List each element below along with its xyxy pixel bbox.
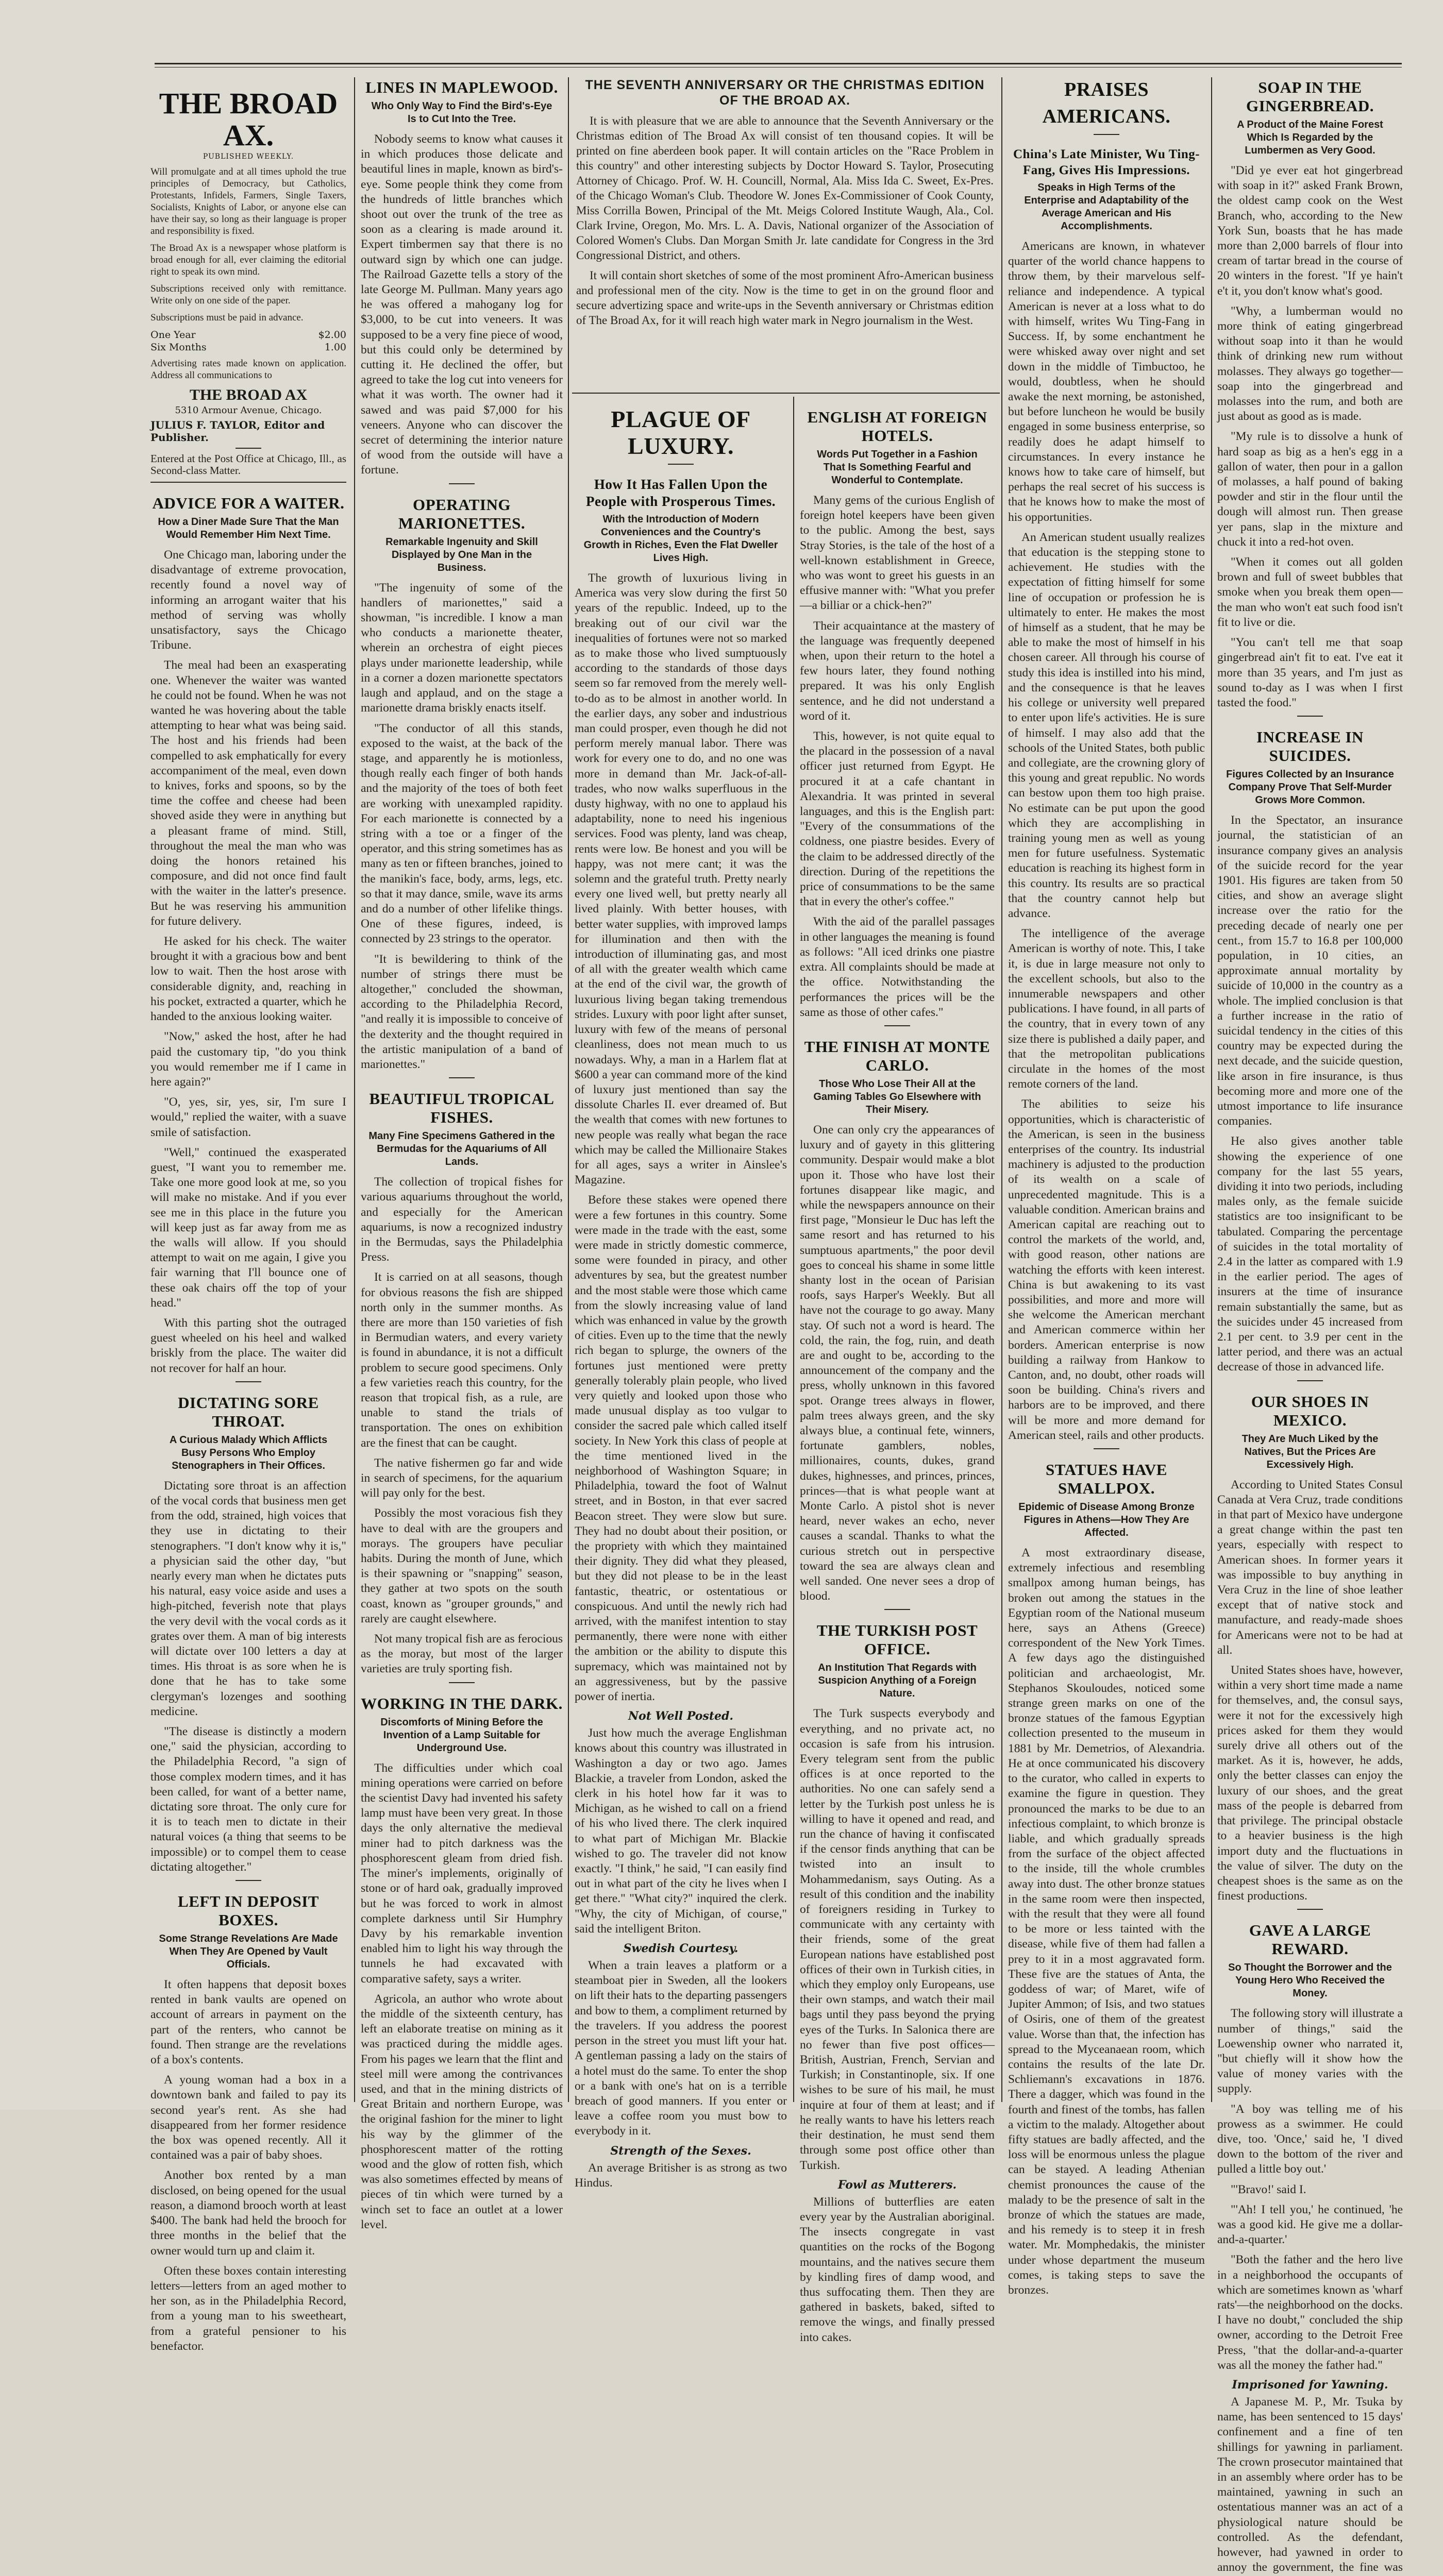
paragraph: It often happens that deposit boxes rented in bank vaults are opened on account of arrears in payment on the part of the renters, who cannot be found. Then strange are the revelations of a box's contents.: [150, 1978, 346, 2067]
headline: BEAUTIFUL TROPICAL FISHES.: [369, 1090, 555, 1127]
paragraph: Their acquaintance at the mastery of the language was frequently deepened when, upon their return to the hotel a few hours later, they found nothing prepared. It was his only English sentence, and he did not understand a word of it.: [800, 619, 995, 723]
article-body: [150, 1977, 346, 2354]
headline: INCREASE IN SUICIDES.: [1256, 728, 1364, 765]
subheadline: Some Strange Revelations Are Made When They Are Opened by Vault Officials.: [159, 1933, 338, 1971]
masthead-title: THE BROAD AX.: [159, 87, 338, 152]
paragraph: "It is bewildering to think of the number of strings there must be altogether," concluded the showman, according to the Philadelphia Record, "and really it is impossible to conceive of the dexterity and the thought required in the artistic manipulation of a band of marionettes.": [361, 952, 563, 1071]
headline: ENGLISH AT FOREIGN HOTELS.: [807, 408, 987, 445]
column-3: [575, 397, 787, 2190]
headline: PRAISES AMERICANS.: [1042, 79, 1171, 127]
address-street: 5310 Armour Avenue, Chicago.: [175, 405, 322, 416]
paragraph: "Did ye ever eat hot gingerbread with soap in it?" asked Frank Brown, the oldest camp cook on the West Branch, who, according to the New York Sun, boasts that he has made more than 2,000 barrels of flour into cream of tartar bread in the course of 20 winters in the forest. "If ye hain't e't it, you don't know what's good.: [1217, 164, 1403, 298]
paragraph: A Japanese M. P., Mr. Tsuka by name, has been sentenced to 15 days' confinement and a fine of ten shillings for yawning in parliament. The crown prosecutor maintained that in an assembly where order has to be maintained, yawning in such an ostentatious manner was an act of a physiological nature should be controlled. As the defendant, however, had yawned in order to annoy the government, the fine was: [1217, 2395, 1403, 2574]
column-rule: [568, 77, 569, 2102]
headline: THE TURKISH POST OFFICE.: [816, 1621, 978, 1658]
article-body: [800, 1706, 995, 2173]
article-body: [150, 548, 346, 1376]
article-body: [1217, 813, 1403, 1375]
column-rule: [354, 77, 355, 2102]
headline: THE FINISH AT MONTE CARLO.: [804, 1037, 991, 1074]
article-body: [800, 2195, 995, 2345]
paragraph: An average Britisher is as strong as two Hindus.: [575, 2161, 787, 2190]
announcement-title: THE SEVENTH ANNIVERSARY OR THE CHRISTMAS EDITION OF THE BROAD AX.: [585, 78, 985, 108]
subheadline: Who Only Way to Find the Bird's-Eye Is to Cut Into the Tree.: [371, 100, 552, 125]
paragraph: According to United States Consul Canada at Vera Cruz, trade conditions in that part of Mexico have undergone a great change within the past ten years, especially with respect to American shoes. In former years it was impossible to buy anything in Vera Cruz in the line of shoe leather except that of native stock and manufacture, and ready-made shoes for Americans were not to be had at all.: [1217, 1478, 1403, 1657]
article-body: [1217, 2395, 1403, 2576]
paragraph: "You can't tell me that soap gingerbread ain't fit to eat. I've eat it more than 35 years, and I'm just as sound to-day as I was when I first tasted the food.": [1217, 636, 1403, 709]
subheadline: An Institution That Regards with Suspicion Anything of a Foreign Nature.: [818, 1662, 977, 1700]
entered-notice: Entered at the Post Office at Chicago, Ill., as Second-class Matter.: [150, 452, 346, 477]
paragraph: The meal had been an exasperating one. Whenever the waiter was wanted he could not be found. When he was not wanted he was hovering about the table attempting to hear what was being said. The host and his friends had been compelled to ask emphatically for every accompaniment of the meal, even down to knives, forks and spoons, so by the time the coffee and cheese had been shoved aside they were in anything but a pleasant frame of mind. Still, throughout the meal the man who was doing the honors retained his composure, and did not once find fault with the waiter in the latter's presence. But he was reserving his ammunition for future delivery.: [150, 658, 346, 928]
article-body: [575, 1726, 787, 1937]
headline: DICTATING SORE THROAT.: [178, 1393, 319, 1430]
divider: [1094, 134, 1119, 135]
paragraph: The intelligence of the average American is worthy of note. This, I take it, is due in large measure not only to the excellent schools, but also to the innumerable newspapers and other publications. I have found, in all parts of the country, that in every town of any size there is published a daily paper, and that the metropolitan publications circulate in the homes of the most remote corners of the land.: [1008, 927, 1205, 1091]
paragraph: An American student usually realizes that education is the stepping stone to achievement. He studies with the expectation of fitting himself for some line of occupation or profession he is ultimately to enter. He makes the most of himself as a student, that he may be able to make the most of himself in his chosen career. All through his course of study this idea is instilled into his mind, and the consequence is that he leaves his college or university well prepared to enter upon life's activities. He is sure of himself. I may also add that the schools of the United States, both public and collegiate, are the crowning glory of this young and great republic. No words can bestow upon them too high praise. No estimate can be put upon the good which they are accomplishing in training young men as well as young men for future usefulness. Systematic education is reaching its highest form in this country. Its results are so practical that the country cannot help but advance.: [1008, 530, 1205, 920]
paragraph: Agricola, an author who wrote about the middle of the sixteenth century, has left an elaborate treatise on mining as it was practiced during the middle ages. From his pages we learn that the flint and steel mill were among the contrivances used, and that in the mining districts of Great Britain and northern Europe, was the original fashion for the miner to light his way by the glimmer of the phosphorescent matter of the rotting wood and the glow of rotten fish, which was also sometimes effected by means of pieces of tin which were turned by a winch set to face an outlet at a lower level.: [361, 1992, 563, 2231]
article-body: [1217, 1478, 1403, 1904]
headline: GAVE A LARGE REWARD.: [1249, 1921, 1371, 1958]
article-body: [575, 2161, 787, 2191]
paragraph: With the aid of the parallel passages in other languages the meaning is found as follows: "All iced drinks one piastre extra. All complaints should be made at the office. Notwithstanding the performances the prices will be the same as those of other cafes.": [800, 915, 995, 1019]
paragraph: "The ingenuity of some of the handlers of marionettes," said a showman, "is incredible. I know a man who conducts a marionette theater, wherein an orchestra of eight pieces plays under marionette leadership, while in a corner a dozen marionette spectators laugh and applaud, and on the stage a marionette drama briskly enacts itself.: [361, 581, 563, 715]
announcement-body: [576, 113, 994, 328]
paragraph: This, however, is not quite equal to the placard in the possession of a naval officer just returned from Egypt. He procured it at a cafe chantant in Alexandria. It was printed in several languages, and this is the English part: "Every of the consummations of the coldness, one piastre besides. Every of the claim to be addressed directly of the direction. During of the repetitions the price of consummations to be the same that in every the other's coffee.": [800, 730, 995, 909]
divider: [884, 1609, 910, 1610]
paragraph: The Turk suspects everybody and everything, and no private act, no occasion is safe from his intrusion. Every telegram sent from the public offices is at once reported to the authorities. No one can safely send a letter by the Turkish post unless he is willing to have it opened and read, and run the chance of having it confiscated if the censor finds anything that can be twisted into an insult to Mohammedanism, says Outing. As a result of this condition and the inability of foreigners residing in Turkey to communicate with any certainty with their friends, some of the great European nations have established post offices of their own in Turkish cities, in which they employ only Europeans, use their own stamps, and watch their mail bags until they pass beyond the prying eyes of the Turks. In Salonica there are no fewer than five post offices—British, Austrian, French, Servian and Turkish; in Constantinople, six. If one wishes to be sure of his mail, he must inquire at four of them at least; and if he really wants to have his letters reach their destination, he must send them through some post office other than Turkish.: [800, 1707, 995, 2172]
divider: [236, 1381, 261, 1382]
paragraph: A most extraordinary disease, extremely infectious and resembling smallpox among human beings, has broken out among the statues in the Egyptian room of the National museum here, says an Athens (Greece) correspondent of the New York Times. A few days ago the distinguished politician and archaeologist, Mr. Stephanos Skouloudes, noticed some strange green marks on one of the bronze statues of the famous Egyptian collection presented to the museum in 1881 by Mr. Demetrios, of Alexandria. He at once communicated his discovery to the curator, who called in experts to examine the figure in question. They pronounced the marks to be due to an infectious complaint, to which bronze is liable, and which gradually spreads from the surface of the object affected to the inside, till the whole crumbles away into dust. The other bronze statues in the same room were then inspected, with the result that they were all found to be more or less tainted with the disease, while five of them had fallen a prey to it in a most aggravated form. These five are the statues of Anta, the goddess of war; of Maret, wife of Jupiter Ammon; of Isis, and two statues of Osiris, one of them of the greatest value. Worse than that, the infection has spread to the Myceanaean room, which contains the results of the late Dr. Schliemann's excavations in 1876. There a dagger, which was found in the fourth and finest of the tombs, has fallen a victim to the malady. Altogether about fifty statues are badly affected, and the loss will be enormous unless the plague can be stayed. A leading Athenian chemist pronounces the cause of the malady to be the presence of salt in the bronze of which the statues are made, and his remedy is to steep it in fresh water. Mr. Momphedakis, the minister under whose department the museum comes, is taking steps to save the bronzes.: [1008, 1546, 1205, 2297]
article-body: [800, 1123, 995, 1604]
article-body: [575, 1958, 787, 2139]
masthead-intro: The Broad Ax is a newspaper whose platform is broad enough for all, ever claiming the editorial right to speak its own mind.: [150, 243, 346, 277]
section-title: Swedish Courtesy.: [623, 1942, 739, 1956]
top-rule: [155, 63, 1402, 64]
headline: LEFT IN DEPOSIT BOXES.: [178, 1892, 319, 1929]
column-rule: [793, 397, 794, 2102]
paragraph: The growth of luxurious living in America was very slow during the first 50 years of the republic. Indeed, up to the breaking out of our civil war the inequalities of fortunes were not so marked as to make those who lived sumptuously according to the standards of those days seem so far removed from the merely well-to-do as to be almost in another world. In the earlier days, any sober and industrious man could prosper, even though he did not perform merely manual labor. There was work for every one to do, and no one was more in demand than Mr. Jack-of-all-trades, who now walks superfluous in the dusty highway, with no one to applaud his adaptability, none to need his ingenious services. Food was plenty, land was cheap, rents were low. Be honest and you will be happy, was not mere cant; it was the solemn and the grateful truth. Pretty nearly every one lived well, but pretty nearly all lived plainly. With better houses, with better water supplies, with improved lamps for illumination and then with the introduction of illuminating gas, and most of all with the greater wealth which came at the end of the civil war, the growth of luxurious living began taking tremendous strides. Luxury with poor light after sunset, luxury with few of the means of personal cleanliness, does not mean much to us nowadays. Why, a man in a Harlem flat at $600 a year can command more of the kind of luxury just mentioned than say the dissolute Charles II. ever dreamed of. But the wealth that comes with new fortunes to new people was really what began the race which may be called the Millionaire Stakes for all ages, says a writer in Ainslee's Magazine.: [575, 571, 787, 1187]
divider: [1297, 1909, 1323, 1910]
paragraph: It is carried on at all seasons, though for obvious reasons the fish are shipped north only in the summer months. As there are more than 150 varieties of fish in Bermudian waters, and every variety is found in abundance, it is not a difficult problem to secure good specimens. Only a few varieties reach this country, for the reason that tropical fish, as a rule, are unable to stand the trials of transportation. The ones on exhibition are the finest that can be caught.: [361, 1270, 563, 1450]
subheadline: Words Put Together in a Fashion That Is Something Fearful and Wonderful to Contemplate.: [817, 449, 978, 486]
subheadline: How a Diner Made Sure That the Man Would Remember Him Next Time.: [158, 516, 339, 540]
column-rule: [1211, 77, 1212, 2102]
subheadline: A Curious Malady Which Afflicts Busy Persons Who Employ Stenographers in Their Offices.: [169, 1434, 328, 1471]
paragraph: "O, yes, sir, yes, sir, I'm sure I would," replied the waiter, with a suave smile of satisfaction.: [150, 1095, 346, 1139]
column-2: [361, 67, 563, 2231]
subheadline: With the Introduction of Modern Conveniences and the Country's Growth in Riches, Even the Flat Dweller Lives High.: [583, 514, 778, 564]
article-body: [575, 571, 787, 1704]
section-title: Imprisoned for Yawning.: [1232, 2378, 1388, 2392]
paragraph: "Well," continued the exasperated guest, "I want you to remember me. Take one more good look at me, so you will make no mistake. And if you ever see me in this place in the future you will keep just as far away from me as the walls will allow. If you should attempt to wait on me again, I give you fair warning that I'll bounce one of these oak chairs off the top of your head.": [150, 1145, 346, 1310]
paragraph: One Chicago man, laboring under the disadvantage of extreme provocation, recently found a novel way of informing an arrogant waiter that his method of serving was wholly unsatisfactory, says the Chicago Tribune.: [150, 548, 346, 652]
article-body: [361, 1761, 563, 2232]
paragraph: The abilities to seize his opportunities, which is characteristic of the American, is seen in the business enterprises of the country. Its industrial machinery is adjusted to the production of its wealth on a scale of unprecedented magnitude. This is a valuable condition. American brains and American capital are reaching out to control the markets of the world, and, with good reason, other nations are watching the efforts with keen interest. China is but awakening to its vast possibilities, and more and more will she welcome the American merchant and American commerce within her borders. American enterprise is now building a railway from Hankow to Canton, and, no doubt, other roads will soon be building. China's rivers and harbors are to be improved, and there will be more and more demand for American steel, rails and other products.: [1008, 1097, 1205, 1442]
subheadline: Discomforts of Mining Before the Invention of a Lamp Suitable for Underground Use.: [380, 1716, 543, 1754]
paragraph: The collection of tropical fishes for various aquariums throughout the world, and especially for the American aquariums, is now a recognized industry in the Bermudas, says the Philadelphia Press.: [361, 1175, 563, 1264]
masthead-intro: Subscriptions received only with remittance. Write only on one side of the paper.: [150, 283, 346, 306]
headline: LINES IN MAPLEWOOD.: [365, 78, 558, 96]
headline: PLAGUE OF LUXURY.: [611, 406, 751, 459]
headline: SOAP IN THE GINGERBREAD.: [1246, 78, 1374, 115]
paragraph: Often these boxes contain interesting letters—letters from an aged mother to her son, as in the Philadelphia Record, from a young man to his sweetheart, from a grateful pensioner to his benefactor.: [150, 2264, 346, 2353]
paragraph: Not many tropical fish are as ferocious as the moray, but most of the larger varieties are truly sporting fish.: [361, 1632, 563, 1676]
article-body: [150, 1479, 346, 1875]
paragraph: "The conductor of all this stands, exposed to the waist, at the back of the stage, and apparently he is motionless, though really each finger of both hands and the majority of the toes of both feet are working with unexampled rapidity. For each marionette is connected by a string with a toe or a finger of the operator, and this string sometimes has as many as ten or fifteen branches, joined to the manikin's face, body, arms, legs, etc. so that it may dance, smile, wave its arms and do a number of other lifelike things. One of these figures, indeed, is connected by 23 strings to the operator.: [361, 721, 563, 946]
column-rule: [1001, 77, 1002, 2102]
paragraph: A young woman had a box in a downtown bank and failed to pay its second year's rent. As she had disappeared from her former residence the box was opened recently. All it contained was a pair of baby shoes.: [150, 2073, 346, 2162]
subheadline: They Are Much Liked by the Natives, But the Prices Are Excessively High.: [1241, 1433, 1379, 1470]
subheadline: So Thought the Borrower and the Young Hero Who Received the Money.: [1228, 1962, 1392, 1999]
paragraph: "The disease is distinctly a modern one," said the physician, according to the Philadelphia Record, "a sign of those complex modern times, and it has been called, for want of a better name, dictating sore throat. The only cure for it is to teach men to dictate in their natural voices (a thing that seems to be impossible) or to compel them to cease dictating altogether.": [150, 1725, 346, 1874]
article-body: [1217, 163, 1403, 710]
paragraph: Nobody seems to know what causes it in which produces those delicate and beautiful lines in maple, known as bird's-eye. Some people think they come from the hundreds of little branches which shoot out over the trunk of the tree as soon as a clearing is made around it. Expert timbermen say that there is no outward sign by which one can judge. The Railroad Gazette tells a story of the late George M. Pullman. Many years ago he was offered a mahogany log for $3,000, to be cut into veneers. It was supposed to be a very fine piece of wood, but this could only be determined by cutting it. He declined the offer, but agreed to take the log cut into veneers for what it was worth. The owner had it sawed and was paid $7,000 for his veneers. Anyone who can discover the secret of determining the interior nature of wood from the outside will have a fortune.: [361, 132, 563, 477]
masthead-intro: Subscriptions must be paid in advance.: [150, 312, 304, 323]
paragraph: The difficulties under which coal mining operations were carried on before the scientist Davy had invented his safety lamp must have been very great. In those days the only alternative the medieval miner had to pitch darkness was the phosphorescent gleam from dried fish. The miner's implements, originally of stone or of hard oak, gradually improved but he was forced to work in almost complete darkness until Sir Humphry Davy by his remarkable invention enabled him to light his way through the tunnels he had excavated with comparative safety, says a writer.: [361, 1761, 563, 1986]
article-body: [1008, 239, 1205, 1443]
subheadline: Speaks in High Terms of the Enterprise and Adaptability of the Average American and His Accomplishments.: [1024, 182, 1189, 232]
paragraph: "My rule is to dissolve a hunk of hard soap as big as a hen's egg in a gallon of water, then pour in a gallon of molasses, a half pound of baking powder and stir in the flour until the dough will almost run. Then grease yer pans, slap in the mixture and chuck it into a red-hot oven.: [1217, 430, 1403, 549]
subheadline: Those Who Lose Their All at the Gaming Tables Go Elsewhere with Their Misery.: [813, 1078, 981, 1115]
headline: OPERATING MARIONETTES.: [398, 495, 526, 532]
announcement: [576, 77, 994, 386]
subheadline: A Product of the Maine Forest Which Is Regarded by the Lumbermen as Very Good.: [1237, 119, 1383, 156]
article-body: [361, 581, 563, 1073]
paragraph: It is with pleasure that we are able to announce that the Seventh Anniversary or the Christmas edition of The Broad Ax will consist of ten thousand copies. It will be printed on fine aberdeen book paper. It will contain articles on the "Race Problem in this country" and other interesting subjects by Doctor Howard S. Taylor, Prosecuting Attorney of Chicago. Prof. W. H. Councill, Normal, Ala. Miss Ida C. Sweet, Ex-Pres. of the Chicago Woman's Club. Theodore W. Jones Ex-Commissioner of Cook County, Miss Corrilla Bowen, Principal of the Mt. Meigs Colored Institute Waugh, Ala., Col. Clark Irvine, Oregon, Mo. Mrs. L. A. Davis, National organizer of the Association of Colored Women's Clubs. Dan Morgan Smith Jr. late candidate for Congress in the 3rd Congressional District, and others.: [576, 114, 994, 262]
paragraph: "A boy was telling me of his prowess as a swimmer. He could dive, too. 'Once,' said he, 'I dived down to the bottom of the river and pulled a little boy out.': [1217, 2102, 1403, 2176]
paragraph: Before these stakes were opened there were a few fortunes in this country. Some were made in the trade with the east, some were made in strictly domestic commerce, some were founded in piracy, and other adventures by sea, but the greatest number and the most stable were those which came from the slowly increasing value of land which was enhanced in value by the growth of cities. Even up to the time that the newly rich began to splurge, the owners of the fortunes just mentioned were pretty generally tolerably plain people, who lived very quietly and looked upon those who made unusual display as too vulgar to consider the sacred pale which called itself society. In New York this class of people at the time mentioned lived in the neighborhood of Washington Square; in Philadelphia, toward the foot of Walnut street, and in Boston, in that ever sacred Beacon street. They were slow but sure. They had no doubt about their position, or the propriety with which they maintained their dignity. They did what they pleased, but they did not please to be in the least fantastic, theatric, or ostentatious or conspicuous. And until the newly rich had arrived, with the manifest intention to stay permanently, there were none with either the ambition or the ability to dispute this supremacy, which was maintained not by an aggressiveness, but by the passive power of inertia.: [575, 1193, 787, 1704]
article-body: [800, 493, 995, 1020]
paragraph: United States shoes have, however, within a very short time made a name for themselves, and, the consul says, were it not for the excessively high prices asked for them they would surely drive all others out of the market. As it is, however, he adds, only the better classes can enjoy the luxury of our shoes, and the great mass of the people is debarred from that privilege. The principal obstacle to a heavier business is the high import duty and the fluctuations in the value of silver. The duty on the cheapest shoes is the same as on the finest productions.: [1217, 1664, 1403, 1903]
announcement-bottom-rule: [572, 393, 1000, 394]
divider: [884, 1025, 910, 1026]
masthead-subtitle: PUBLISHED WEEKLY.: [203, 152, 294, 161]
column-5: [1008, 67, 1205, 2297]
paragraph: It will contain short sketches of some of the most prominent Afro-American business and professional men of the city. Now is the time to get in on the ground floor and secure advertizing space and write-ups in the Seventh anniversary or Christmas edition of The Broad Ax, for it will reach high water mark in Negro journalism in the West.: [576, 269, 994, 327]
paragraph: Dictating sore throat is an affection of the vocal cords that business men get from the odd, strained, high voices that they use in dictating to their stenographers. "I don't know why it is," a physician said the other day, "but nearly every man when he dictates puts his natural, easy voice aside and uses a high-pitched, feverish note that plays the very devil with the vocal cords as it grates over them. A man of big interests will dictate over 100 letters a day at times. His throat is as sore when he is done that he has to take some clergyman's lozenges and soothing medicine.: [150, 1479, 346, 1718]
paragraph: Many gems of the curious English of foreign hotel keepers have been given to the public. Among the best, says Stray Stories, is the tale of the host of a well-known establishment in Greece, who was wont to greet his guests in an effusive manner with: "What you prefer—a billiar or a chick-hen?": [800, 494, 995, 613]
section-title: Not Well Posted.: [628, 1709, 734, 1723]
divider: [668, 464, 694, 465]
divider: [1094, 1448, 1119, 1449]
divider: [449, 483, 475, 484]
masthead-intro: Will promulgate and at all times uphold the true principles of Democracy, but Catholics, Protestants, Infidels, Farmers, Single Taxers, Socialists, Knights of Labor, or anyone else can have their say, so long as their language is proper and responsibility is fixed.: [150, 166, 346, 236]
divider: [449, 1077, 475, 1078]
column-4: [800, 397, 995, 2344]
paragraph: "'Ah! I tell you,' he continued, 'he was a good kid. He give me a dollar-and-a-quarter.': [1217, 2202, 1403, 2247]
paragraph: "'Bravo!' said I.: [1231, 2182, 1306, 2196]
article-body: [1217, 2006, 1403, 2373]
paragraph: When a train leaves a platform or a steamboat pier in Sweden, all the lookers on lift their hats to the departing passengers and bow to them, a compliment returned by the travelers. If you address the poorest person in the street you must lift your hat. A gentleman passing a lady on the stairs of a hotel must do the same. To enter the shop or a bank with one's hat on is a terrible breach of good manners. If you enter or leave a coffee room you must bow to everybody in it.: [575, 1959, 787, 2138]
paragraph: Americans are known, in whatever quarter of the world chance happens to throw them, by their marvelous self-reliance and independence. A typical American is never at a loss what to do with himself, writes Wu Ting-Fang in Success. If, by some enchantment he were whisked away over night and set down in the middle of Timbuctoo, he would, doubtless, when he should awake the next morning, be astonished, but before luncheon he would be busily engaged in some business enterprise, so readily does he adapt himself to circumstances. In every instance he knows how to take care of himself, but perhaps the real secret of his success is that he knows how to make the most of his opportunities.: [1008, 240, 1205, 524]
paragraph: In the Spectator, an insurance journal, the statistician of an insurance company gives an analysis of the suicide record for the year 1901. His figures are taken from 50 cities, and show an average slight increase over the ratio for the preceding decade of nearly one per cent., from 15.7 to 16.8 per 100,000 population, in 10 cities, an approximate annual mortality by suicide of 10,000 in the country as a whole. The implied conclusion is that a further increase in the ratio of suicidal tendency in the cities of this country may be expected during the next decade, and the suicide question, like arson in fire insurance, is thus becoming more and more one of the utmost importance to life insurance companies.: [1217, 814, 1403, 1128]
section-title: Strength of the Sexes.: [610, 2144, 751, 2158]
masthead-rule: [150, 482, 346, 483]
subheadline-large: How It Has Fallen Upon the People with Prosperous Times.: [585, 477, 776, 509]
divider: [236, 448, 261, 449]
masthead-intro: Advertising rates made known on application. Address all communications to: [150, 358, 346, 381]
article-body: [361, 132, 563, 478]
paragraph: Another box rented by a man disclosed, on being opened for the usual reason, a diamond brooch worth at least $400. The bank had held the brooch for three months in the belief that the owner would turn up and claim it.: [150, 2168, 346, 2258]
paragraph: "Why, a lumberman would no more think of eating gingerbread without soap into it than he would think of drinking new rum without molasses. They always go together—soap into the gingerbread and molasses into the rum, and both are just about as good as is made.: [1217, 304, 1403, 423]
paragraph: "Now," asked the host, after he had paid the customary tip, "do you think you would remember me if I came in here again?": [150, 1030, 346, 1089]
subheadline: Many Fine Specimens Gathered in the Bermudas for the Aquariums of All Lands.: [368, 1130, 555, 1168]
paragraph: Millions of butterflies are eaten every year by the Australian aboriginal. The insects congregate in vast quantities on the rocks of the Bogong mountains, and the natives secure them by kindling fires of damp wood, and thus suffocating them. Then they are gathered in baskets, baked, sifted to remove the wings, and finally pressed into cakes.: [800, 2195, 995, 2344]
paragraph: With this parting shot the outraged guest wheeled on his heel and walked briskly from the place. The waiter did not recover for half an hour.: [150, 1316, 346, 1375]
column-6: [1217, 67, 1403, 2574]
subscription-rate: Six Months 1.00: [150, 342, 346, 353]
paragraph: He also gives another table showing the experience of one company for the last 55 years, dividing it into two periods, including males only, as the female suicide statistics are too insignificant to be tabulated. Comparing the percentage of suicides in the total mortality of 2.4 in the latter as compared with 1.9 in the earlier period. The ages of insurers at the time of insurance remain substantially the same, but as the suicides under 45 increased from 2.1 per cent. to 3.9 per cent in the latter period, and there was an actual decrease of those in advanced life.: [1217, 1134, 1403, 1374]
divider: [236, 1880, 261, 1881]
paragraph: The following story will illustrate a number of things," said the Loewenship owner who narrated it, "but chiefly will it show how the value of money varies with the supply.: [1217, 2007, 1403, 2096]
divider: [1297, 1380, 1323, 1381]
subscription-rate: One Year $2.00: [150, 329, 346, 341]
subheadline: Remarkable Ingenuity and Skill Displayed by One Man in the Business.: [385, 536, 538, 573]
section-title: Fowl as Mutterers.: [837, 2178, 957, 2192]
paragraph: Just how much the average Englishman knows about this country was illustrated in Washington a day or two ago. James Blackie, a traveler from London, asked the clerk in his hotel how far it was to Michigan, as he wished to call on a friend of his who lived there. The clerk inquired to what part of Michigan Mr. Blackie wished to go. The traveler did not know exactly. "I think," he said, "I can easily find out in what part of the city he lives when I get there." "What city?" inquired the clerk. "Why, the city of Michigan, of course," said the intelligent Briton.: [575, 1726, 787, 1936]
paragraph: The native fishermen go far and wide in search of specimens, for the aquarium will pay only for the best.: [361, 1456, 563, 1500]
headline: STATUES HAVE SMALLPOX.: [1045, 1461, 1167, 1498]
headline: OUR SHOES IN MEXICO.: [1251, 1392, 1369, 1429]
subheadline-large: China's Late Minister, Wu Ting-Fang, Gives His Impressions.: [1013, 147, 1200, 177]
divider: [449, 1682, 475, 1683]
subheadline: Figures Collected by an Insurance Company Prove That Self-Murder Grows More Common.: [1226, 769, 1394, 806]
column-1: [150, 67, 346, 2353]
publisher: JULIUS F. TAYLOR, Editor and Publisher.: [150, 419, 325, 444]
headline: WORKING IN THE DARK.: [361, 1694, 563, 1713]
paragraph: "When it comes out all golden brown and full of sweet bubbles that smoke when you break them open—the man who won't eat such food isn't fit to live or die.: [1217, 555, 1403, 629]
subheadline: Epidemic of Disease Among Bronze Figures in Athens—How They Are Affected.: [1018, 1501, 1195, 1539]
paragraph: One can only cry the appearances of luxury and of gayety in this glittering community. Despair would make a blot upon it. Those who have lost their fortunes disappear like magic, and while the newspapers announce on their first page, "Monsieur le Duc has left the same resort and has returned to his sumptuous apartments," the poor devil goes to conceal his shame in some little shanty lost in the ocean of Parisian roofs, says Harper's Weekly. But all have not the courage to go away. Many stay. Of such not a word is heard. The cold, the rain, the fog, ruin, and death are and ought to be, according to the announcement of the company and the press, wholly unknown in this favored spot. Orange trees always in flower, palm trees always green, and the sky always blue, a continual fete, winners, fortunate gamblers, nobles, millionaires, counts, dukes, grand dukes, highnesses, and princes, princes, princes—that is what people want at Monte Carlo. A pistol shot is never heard, never wakes an echo, never causes a scandal. Thanks to what the curious stretch out in perspective toward the sea are always clean and well sanded. One never sees a drop of blood.: [800, 1123, 995, 1603]
article-body: [361, 1175, 563, 1677]
divider: [1297, 716, 1323, 717]
paragraph: He asked for his check. The waiter brought it with a gracious bow and bent low to wait. Then the host arose with considerable dignity, and, reaching in his pocket, extracted a quarter, which he handed to the anxious looking waiter.: [150, 935, 346, 1024]
article-body: [1008, 1546, 1205, 2298]
paragraph: "Both the father and the hero live in a neighborhood the occupants of which are sometimes known as 'wharf rats'—the neighborhood on the docks. I have no doubt," concluded the ship owner, according to the Detroit Free Press, "that the dollar-and-a-quarter was all the money the father had.": [1217, 2253, 1403, 2372]
headline: ADVICE FOR A WAITER.: [152, 494, 345, 512]
address-name: THE BROAD AX: [189, 386, 308, 403]
paragraph: Possibly the most voracious fish they have to deal with are the groupers and morays. The groupers have peculiar habits. During the month of June, which is their spawning or "snapping" season, they gather at two spots on the south coast, known as "grouper grounds," and rarely are caught elsewhere.: [361, 1506, 563, 1625]
